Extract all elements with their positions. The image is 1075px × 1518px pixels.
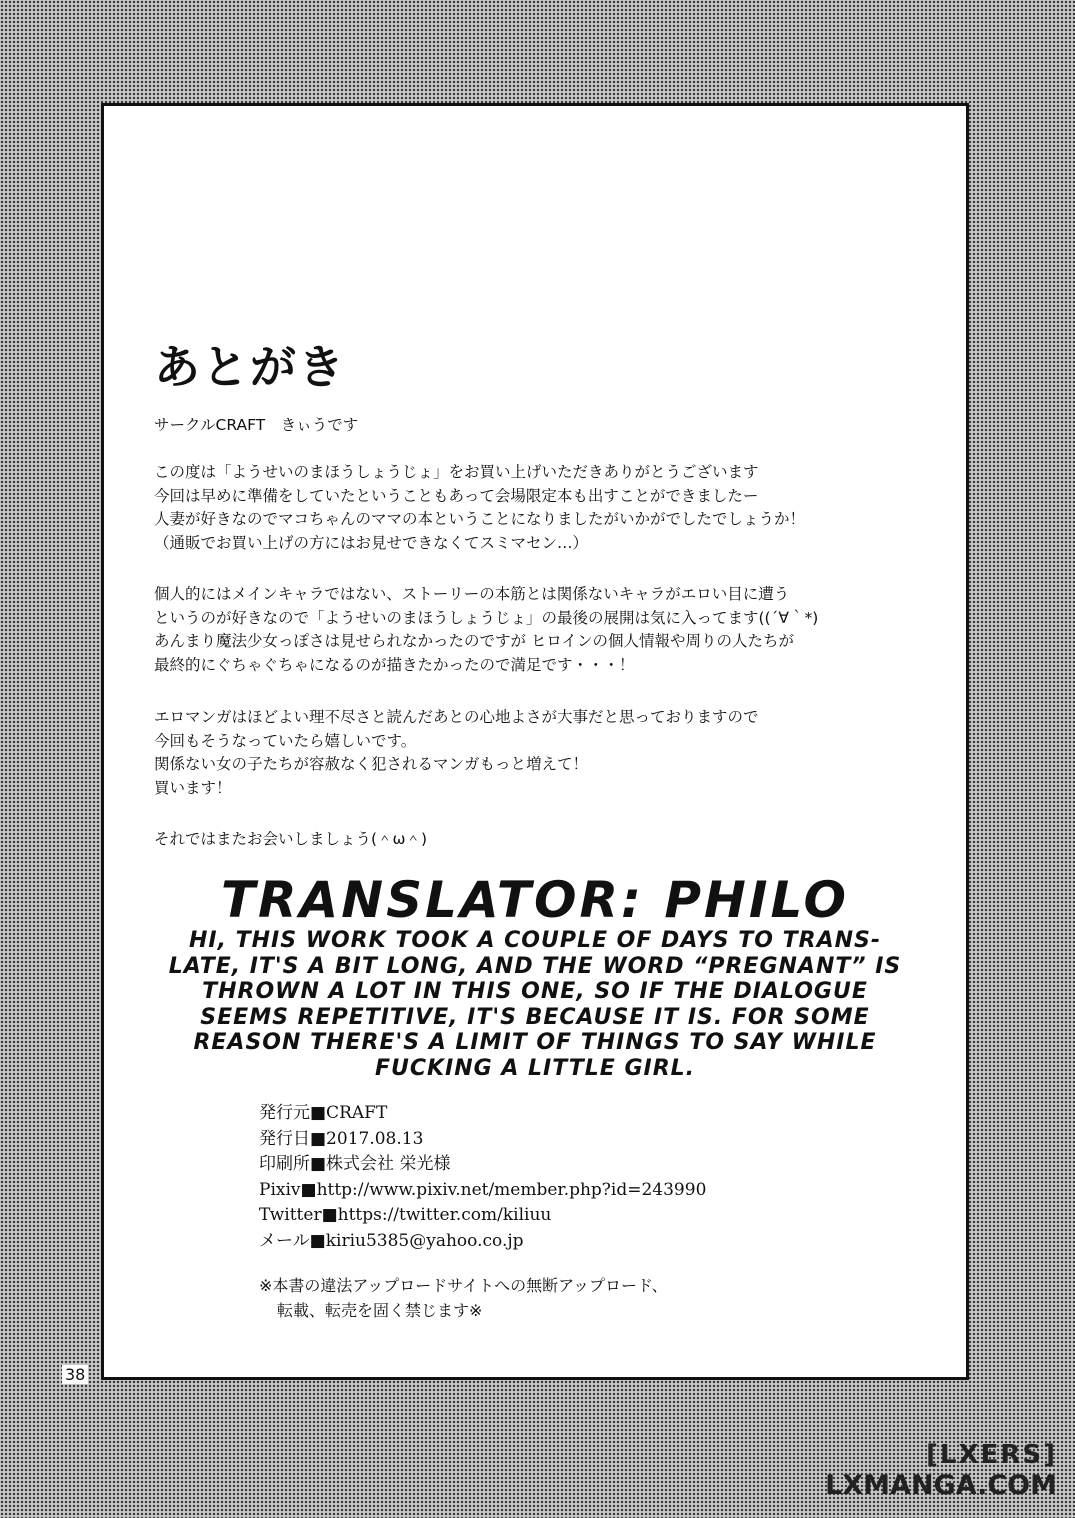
text-line: 関係ない女の子たちが容赦なく犯されるマンガもっと増えて！	[154, 755, 589, 773]
text-line: 今回は早めに準備をしていたということもあって会場限定本も出すことができましたー	[154, 486, 759, 505]
site-watermark	[825, 1440, 1057, 1502]
watermark-site: LXMANGA.COM	[825, 1470, 1057, 1501]
afterword-page	[101, 103, 969, 1380]
text-line: 今回もそうなっていたら嬉しいです。	[154, 731, 417, 750]
greeting-line: サークルCRAFT きぃうです	[154, 416, 359, 434]
text-line: というのが好きなので「ようせいのまほうしょうじょ」の最後の展開は気に入ってます((´∀｀*)	[154, 608, 819, 627]
translator-note-line: REASON THERE'S A LIMIT OF THINGS TO SAY WHILE	[193, 1030, 877, 1056]
greeting-text	[154, 414, 954, 438]
afterword-paragraph-2	[154, 583, 954, 677]
text-line: 買います！	[154, 778, 232, 797]
text-line: 人妻が好きなのでマコちゃんのママの本ということになりましたがいかがでしたでしょうか！	[154, 510, 806, 528]
translator-note-line: THROWN A LOT IN THIS ONE, SO IF THE DIALOGUE	[202, 979, 868, 1005]
closing-text	[154, 828, 954, 852]
text-line: 個人的にはメインキャラではない、ストーリーの本筋とは関係ないキャラがエロい目に遭う	[154, 585, 790, 603]
afterword-paragraph-3	[154, 706, 954, 800]
translator-note	[104, 928, 966, 1082]
colophon	[259, 1101, 706, 1254]
watermark-tag: [LXERS]	[926, 1440, 1057, 1470]
text-line: あんまり魔法少女っぽさは見せられなかったのですが ヒロインの個人情報や周りの人たちが	[154, 632, 794, 650]
colophon-publisher: 発行元■CRAFT	[259, 1103, 388, 1123]
colophon-pixiv: Pixiv■http://www.pixiv.net/member.php?id=243990	[259, 1179, 707, 1200]
notice-line: 転載、転売を固く禁じます※	[277, 1300, 483, 1320]
text-line: この度は「ようせいのまほうしょうじょ」をお買い上げいただきありがとうございます	[154, 463, 759, 481]
page-title: あとがき	[154, 340, 346, 394]
colophon-email: メール■kiriu5385@yahoo.co.jp	[259, 1230, 524, 1251]
translator-title: TRANSLATOR: PHILO	[220, 871, 850, 929]
copyright-notice	[259, 1274, 668, 1323]
page-number: 38	[62, 1365, 88, 1384]
afterword-paragraph-1	[154, 461, 954, 555]
colophon-twitter: Twitter■https://twitter.com/kiliuu	[259, 1205, 552, 1225]
closing-line: それではまたお会いしましょう(＾ω＾)	[154, 830, 428, 848]
translator-note-line: HI, THIS WORK TOOK A COUPLE OF DAYS TO TRANS-	[188, 928, 881, 953]
text-line: エロマンガはほどよい理不尽さと読んだあとの心地よさが大事だと思っておりますので	[154, 708, 759, 726]
translator-note-line: SEEMS REPETITIVE, IT'S BECAUSE IT IS. FOR SOME	[200, 1004, 870, 1030]
colophon-printer: 印刷所■株式会社 栄光様	[259, 1154, 451, 1174]
translator-note-line: LATE, IT'S A BIT LONG, AND THE WORD “PREGNANT” IS	[168, 953, 902, 979]
translator-note-line: FUCKING A LITTLE GIRL.	[374, 1055, 696, 1081]
text-line: （通販でお買い上げの方にはお見せできなくてスミマセン…）	[154, 533, 589, 552]
colophon-date: 発行日■2017.08.13	[259, 1128, 424, 1149]
notice-line: ※本書の違法アップロードサイトへの無断アップロード、	[259, 1276, 668, 1295]
text-line: 最終的にぐちゃぐちゃになるのが描きたかったので満足です・・・！	[154, 655, 635, 674]
